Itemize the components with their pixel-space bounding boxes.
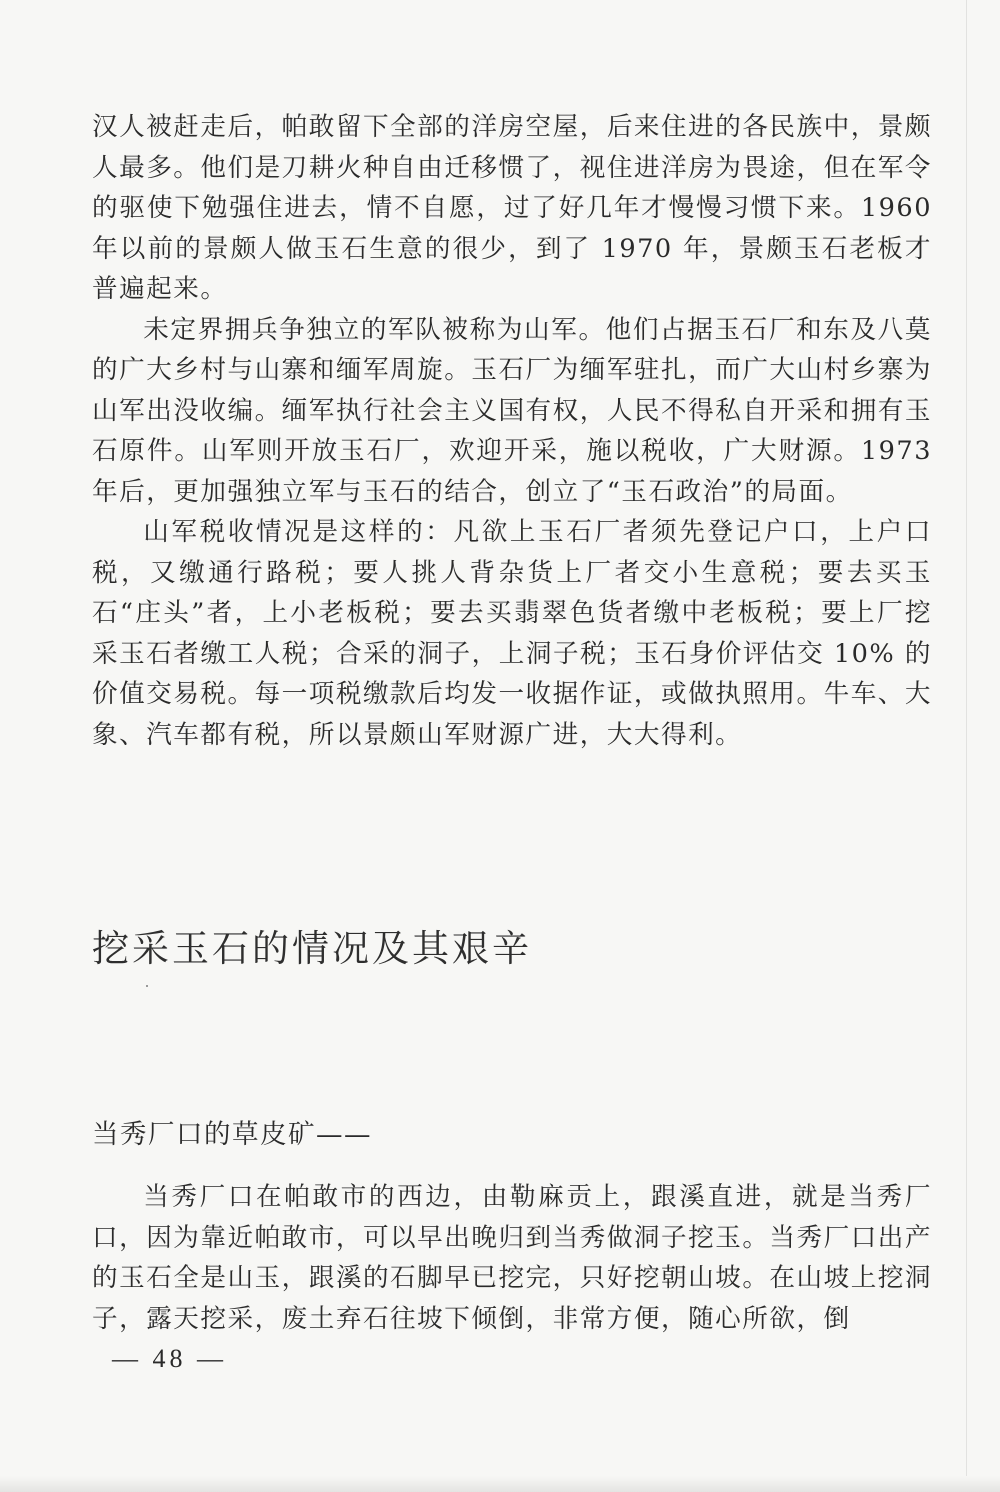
paragraph: 当秀厂口在帕敢市的西边，由勒麻贡上，跟溪直进，就是当秀厂口，因为靠近帕敢市，可以早出晚归到当秀做洞子挖玉。当秀厂口出产的玉石全是山玉，跟溪的石脚早已挖完，只好挖朝山坡。在山坡上挖洞子，露天挖采，废土弃石往坡下倾倒，非常方便，随心所欲，倒 bbox=[92, 1182, 932, 1334]
page-number: — 48 — bbox=[112, 1344, 227, 1373]
sub-title: 当秀厂口的草皮矿—— bbox=[92, 1119, 372, 1150]
paragraph: 汉人被赶走后，帕敢留下全部的洋房空屋，后来住进的各民族中，景颇人最多。他们是刀耕火种自由迁移惯了，视住进洋房为畏途，但在军令的驱使下勉强住进去，情不自愿，过了好几年才慢慢习惯下来。1960 年以前的景颇人做玉石生意的很少，到了 1970 年，景颇玉石老板才普遍起来。 bbox=[92, 112, 932, 304]
page-edge-line bbox=[966, 0, 967, 1492]
page-bottom-shadow bbox=[0, 1476, 1000, 1492]
paragraph: 未定界拥兵争独立的军队被称为山军。他们占据玉石厂和东及八莫的广大乡村与山寨和缅军周旋。玉石厂为缅军驻扎，而广大山村乡寨为山军出没收编。缅军执行社会主义国有权，人民不得私自开采和拥有玉石原件。山军则开放玉石厂，欢迎开采，施以税收，广大财源。1973 年后，更加强独立军与玉石的结合，创立了“玉石政治”的局面。 bbox=[92, 314, 932, 507]
scan-speck bbox=[146, 985, 148, 987]
section-title: 挖采玉石的情况及其艰辛 bbox=[92, 927, 532, 970]
body-text-bottom bbox=[92, 1177, 932, 1339]
body-text-top bbox=[92, 107, 932, 755]
paragraph: 山军税收情况是这样的：凡欲上玉石厂者须先登记户口，上户口税，又缴通行路税；要人挑人背杂货上厂者交小生意税；要去买玉石“庄头”者，上小老板税；要去买翡翠色货者缴中老板税；要上厂挖采玉石者缴工人税；合采的洞子，上洞子税；玉石身价评估交 10% 的价值交易税。每一项税缴款后均发一收据作证，或做执照用。牛车、大象、汽车都有税，所以景颇山军财源广进，大大得利。 bbox=[92, 517, 932, 750]
